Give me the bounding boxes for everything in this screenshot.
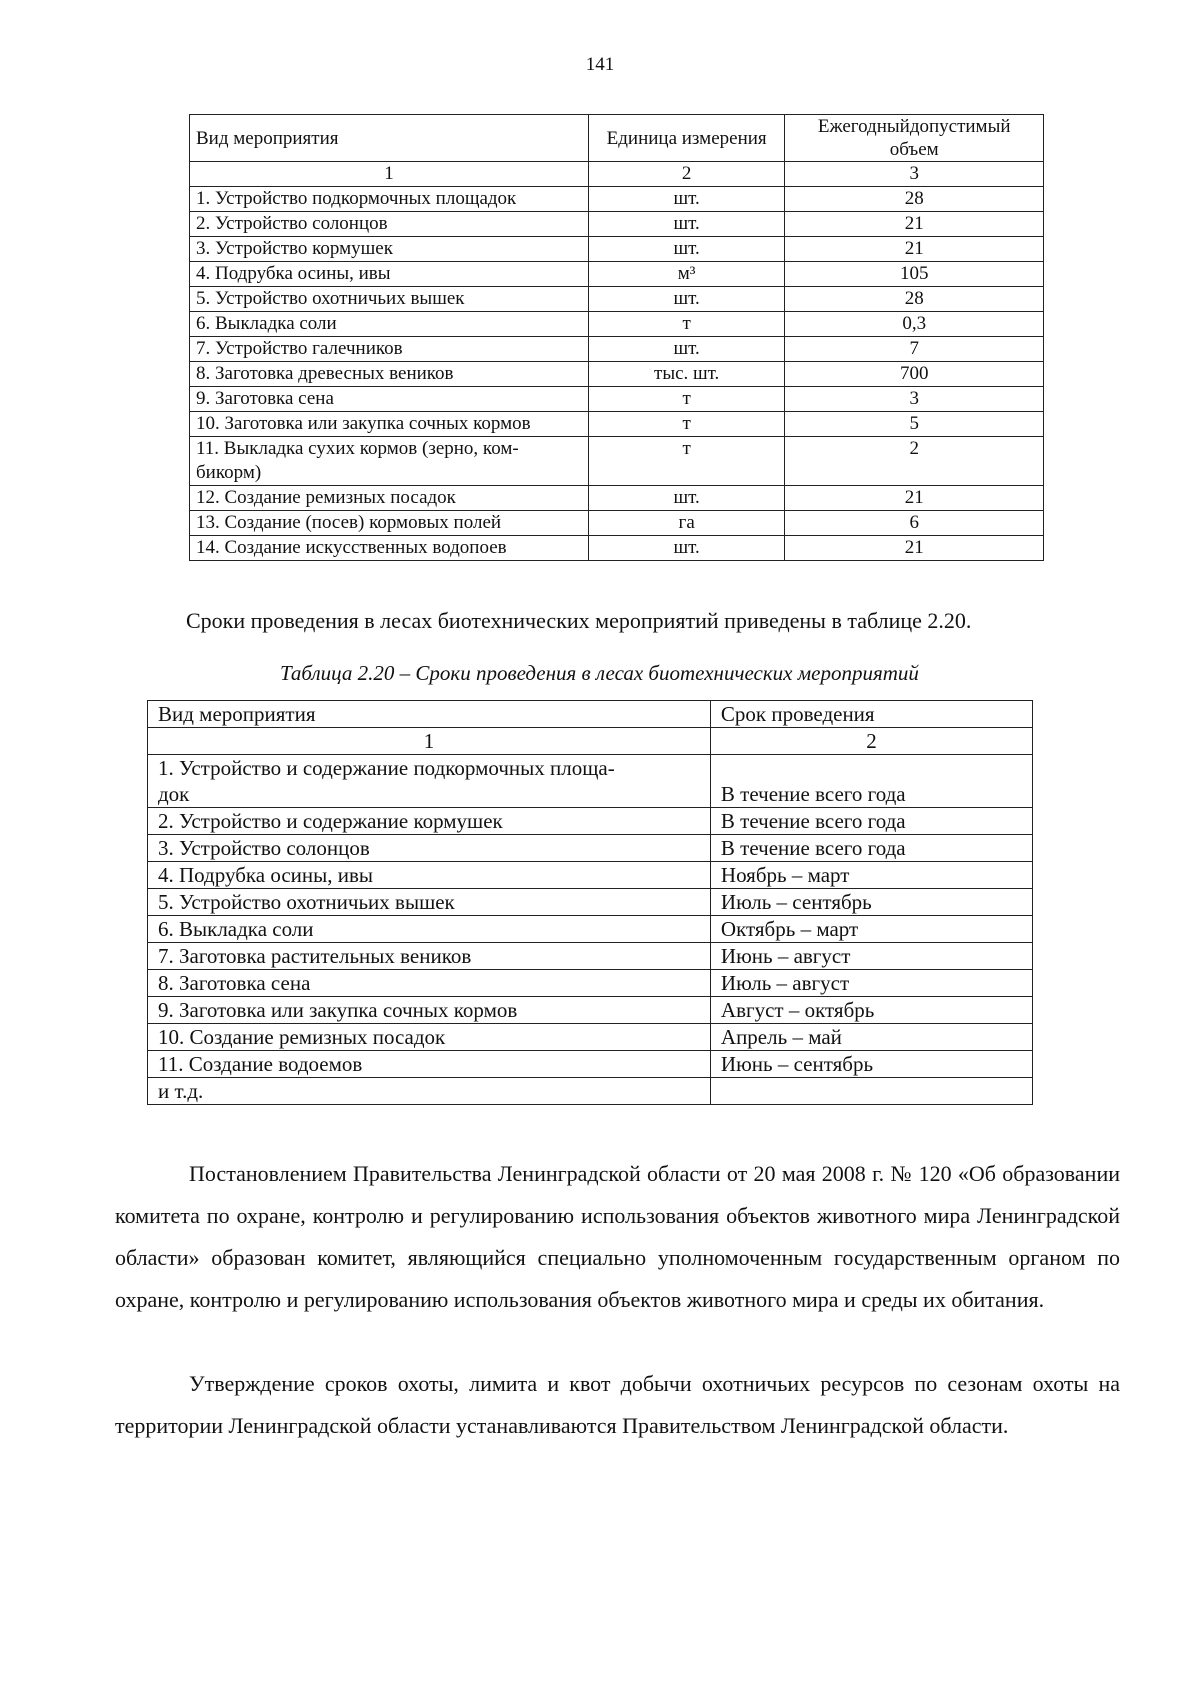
- unit-cell: т: [588, 437, 784, 486]
- activity-cell: 7. Устройство галечников: [190, 337, 589, 362]
- column-number: 2: [710, 728, 1032, 755]
- activity-cell: 11. Выкладка сухих кормов (зерно, ком- бикорм): [190, 437, 589, 486]
- column-number: 2: [588, 162, 784, 187]
- table-row: [148, 1051, 1033, 1078]
- activity-cell: 2. Устройство и содержание кормушек: [148, 808, 711, 835]
- column-number: 3: [785, 162, 1044, 187]
- unit-cell: т: [588, 312, 784, 337]
- volume-cell: 21: [785, 237, 1044, 262]
- table-row: [148, 1078, 1033, 1105]
- activity-cell: 6. Выкладка соли: [190, 312, 589, 337]
- table-row: [190, 412, 1044, 437]
- header-activity: Вид мероприятия: [190, 115, 589, 162]
- unit-cell: шт.: [588, 212, 784, 237]
- table-row: [190, 437, 1044, 486]
- table-row: [190, 486, 1044, 511]
- table-row: [190, 187, 1044, 212]
- period-cell: Июль – август: [710, 970, 1032, 997]
- period-cell: Август – октябрь: [710, 997, 1032, 1024]
- activity-cell: 11. Создание водоемов: [148, 1051, 711, 1078]
- activity-cell: 1. Устройство подкормочных площадок: [190, 187, 589, 212]
- activity-cell: 6. Выкладка соли: [148, 916, 711, 943]
- table-row: [148, 808, 1033, 835]
- unit-cell: тыс. шт.: [588, 362, 784, 387]
- table-row: [148, 835, 1033, 862]
- unit-cell: шт.: [588, 536, 784, 561]
- volume-cell: 21: [785, 212, 1044, 237]
- column-number-row: [190, 162, 1044, 187]
- table-row: [148, 970, 1033, 997]
- volume-cell: 105: [785, 262, 1044, 287]
- table-row: [148, 862, 1033, 889]
- page-number: 141: [585, 54, 615, 75]
- unit-cell: т: [588, 387, 784, 412]
- table-body: [148, 755, 1033, 1105]
- volume-cell: 5: [785, 412, 1044, 437]
- volume-cell: 21: [785, 486, 1044, 511]
- intro-sentence: Сроки проведения в лесах биотехнических мероприятий приведены в таблице 2.20.: [186, 608, 972, 633]
- volume-cell: 7: [785, 337, 1044, 362]
- column-number: 1: [190, 162, 589, 187]
- table-row: [148, 889, 1033, 916]
- unit-cell: шт.: [588, 187, 784, 212]
- table-header-row: [148, 701, 1033, 728]
- table-row: [190, 337, 1044, 362]
- activity-cell: 5. Устройство охотничьих вышек: [190, 287, 589, 312]
- unit-cell: шт.: [588, 287, 784, 312]
- unit-cell: м³: [588, 262, 784, 287]
- period-cell: В течение всего года: [710, 755, 1032, 808]
- table-row: [148, 943, 1033, 970]
- table-row: [190, 312, 1044, 337]
- activity-cell: 1. Устройство и содержание подкормочных площа- док: [148, 755, 711, 808]
- volume-cell: 28: [785, 187, 1044, 212]
- volume-cell: 21: [785, 536, 1044, 561]
- activity-cell: 3. Устройство кормушек: [190, 237, 589, 262]
- activity-cell: 8. Заготовка сена: [148, 970, 711, 997]
- period-cell: Июль – сентябрь: [710, 889, 1032, 916]
- header-period: Срок проведения: [710, 701, 1032, 728]
- table-row: [148, 1024, 1033, 1051]
- column-number-row: [148, 728, 1033, 755]
- activity-cell: 3. Устройство солонцов: [148, 835, 711, 862]
- unit-cell: шт.: [588, 337, 784, 362]
- volume-cell: 700: [785, 362, 1044, 387]
- table-row: [190, 212, 1044, 237]
- volume-cell: 28: [785, 287, 1044, 312]
- table-header-row: [190, 115, 1044, 162]
- period-cell: Июнь – сентябрь: [710, 1051, 1032, 1078]
- column-number: 1: [148, 728, 711, 755]
- unit-cell: га: [588, 511, 784, 536]
- activity-cell: 9. Заготовка или закупка сочных кормов: [148, 997, 711, 1024]
- table-row: [190, 387, 1044, 412]
- activity-cell: 12. Создание ремизных посадок: [190, 486, 589, 511]
- table-row: [190, 536, 1044, 561]
- table-row: [148, 755, 1033, 808]
- volume-cell: 6: [785, 511, 1044, 536]
- table-row: [190, 237, 1044, 262]
- period-cell: В течение всего года: [710, 835, 1032, 862]
- unit-cell: т: [588, 412, 784, 437]
- header-unit: Единица измерения: [588, 115, 784, 162]
- activity-cell: 4. Подрубка осины, ивы: [148, 862, 711, 889]
- unit-cell: шт.: [588, 486, 784, 511]
- activity-cell: 10. Создание ремизных посадок: [148, 1024, 711, 1051]
- table-body: [190, 187, 1044, 561]
- table-row: [190, 262, 1044, 287]
- body-paragraph: Постановлением Правительства Ленинградской области от 20 мая 2008 г. № 120 «Об образовании комитета по охране, контролю и регулированию использования объектов животного мира Ленинградской области» образован комитет, являющийся специально уполномоченным государственным органом по охране, контролю и регулированию использования объектов животного мира и среды их обитания.: [115, 1161, 1120, 1312]
- table-row: [148, 916, 1033, 943]
- period-cell: Апрель – май: [710, 1024, 1032, 1051]
- activity-cell: 14. Создание искусственных водопоев: [190, 536, 589, 561]
- activity-cell: 8. Заготовка древесных веников: [190, 362, 589, 387]
- table-row: [148, 997, 1033, 1024]
- header-activity: Вид мероприятия: [148, 701, 711, 728]
- table-row: [190, 287, 1044, 312]
- period-cell: Ноябрь – март: [710, 862, 1032, 889]
- activity-cell: 13. Создание (посев) кормовых полей: [190, 511, 589, 536]
- volume-cell: 2: [785, 437, 1044, 486]
- activity-cell: и т.д.: [148, 1078, 711, 1105]
- activity-period-table: [147, 700, 1033, 1105]
- period-cell: Октябрь – март: [710, 916, 1032, 943]
- activity-volume-table: [189, 114, 1044, 561]
- activity-cell: 7. Заготовка растительных веников: [148, 943, 711, 970]
- body-paragraph: Утверждение сроков охоты, лимита и квот добычи охотничьих ресурсов по сезонам охоты на территории Ленинградской области устанавливаются Правительством Ленинградской области.: [115, 1371, 1120, 1438]
- period-cell: Июнь – август: [710, 943, 1032, 970]
- volume-cell: 3: [785, 387, 1044, 412]
- activity-cell: 4. Подрубка осины, ивы: [190, 262, 589, 287]
- activity-cell: 10. Заготовка или закупка сочных кормов: [190, 412, 589, 437]
- header-volume: Ежегодныйдопустимый объем: [785, 115, 1044, 162]
- table-caption: Таблица 2.20 – Сроки проведения в лесах биотехнических мероприятий: [280, 661, 919, 685]
- table-row: [190, 511, 1044, 536]
- activity-cell: 5. Устройство охотничьих вышек: [148, 889, 711, 916]
- activity-cell: 2. Устройство солонцов: [190, 212, 589, 237]
- volume-cell: 0,3: [785, 312, 1044, 337]
- table-row: [190, 362, 1044, 387]
- period-cell: В течение всего года: [710, 808, 1032, 835]
- period-cell: [710, 1078, 1032, 1105]
- unit-cell: шт.: [588, 237, 784, 262]
- activity-cell: 9. Заготовка сена: [190, 387, 589, 412]
